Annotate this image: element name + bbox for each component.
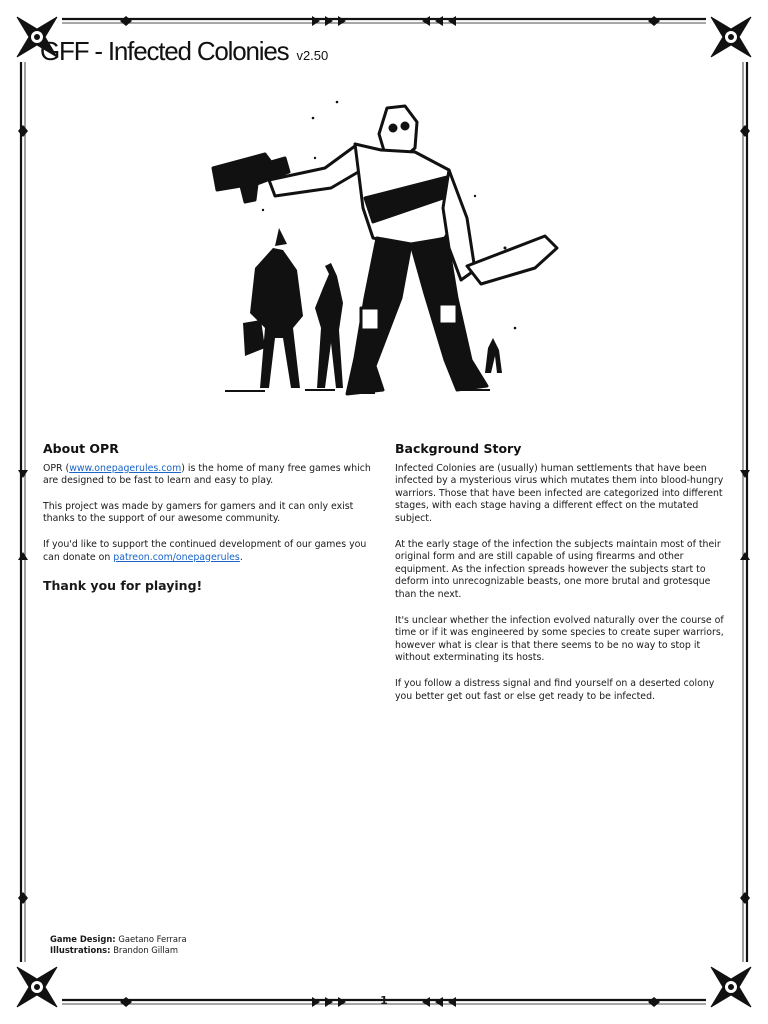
credit-value: Gaetano Ferrara — [118, 934, 187, 944]
about-paragraph-2: This project was made by gamers for gamers and it can only exist thanks to the support of our awesome community. — [43, 500, 354, 525]
background-story-section — [395, 443, 725, 716]
story-paragraph: Infected Colonies are (usually) human settlements that have been infected by a mysterious virus which mutates them into blood-hungry warriors. Those that have been infected are categorized into different stages, with each stage having a different effect on the mutated subject. — [395, 462, 724, 524]
story-paragraph: At the early stage of the infection the subjects maintain most of their original form and are still capable of using firearms and other equipment. As the infection spreads however the subjects start to deform into unrecognizable beasts, one more brutal and grotesque than the next. — [395, 538, 721, 600]
credit-value: Brandon Gillam — [113, 945, 178, 955]
version-label: v2.50 — [296, 48, 329, 63]
title-text: GFF - Infected Colonies — [40, 36, 289, 66]
about-p1-after: ) is the home of many free games which are designed to be fast to learn and easy to play. — [43, 462, 371, 487]
story-paragraph: If you follow a distress signal and find yourself on a deserted colony you better get out fast or else get ready to be infected. — [395, 677, 715, 702]
credit-game-design — [50, 934, 187, 945]
opr-website-link[interactable]: www.onepagerules.com — [69, 462, 182, 474]
about-heading: About OPR — [43, 441, 119, 456]
about-p3-before: If you'd like to support the continued development of our games you can donate on — [43, 538, 367, 563]
credit-label: Illustrations: — [50, 945, 111, 955]
thanks-text: Thank you for playing! — [43, 578, 203, 594]
about-paragraph-3 — [43, 539, 373, 564]
credits — [50, 934, 187, 956]
infected-warrior-illustration — [205, 98, 565, 413]
about-section — [43, 443, 373, 593]
story-paragraph: It's unclear whether the infection evolved naturally over the course of time or if it was engineered by some species to create super warriors, however what is clear is that there seems to be no way to stop it without exterminating its hosts. — [395, 614, 724, 664]
credit-label: Game Design: — [50, 934, 116, 944]
page-number: 1 — [380, 994, 388, 1007]
about-p1-before: OPR ( — [43, 462, 70, 474]
story-heading: Background Story — [395, 441, 522, 456]
credit-illustrations — [50, 945, 187, 956]
page-title — [40, 36, 328, 67]
about-p3-after: . — [239, 551, 243, 563]
patreon-link[interactable]: patreon.com/onepagerules — [113, 551, 240, 563]
about-paragraph-1 — [43, 463, 373, 488]
